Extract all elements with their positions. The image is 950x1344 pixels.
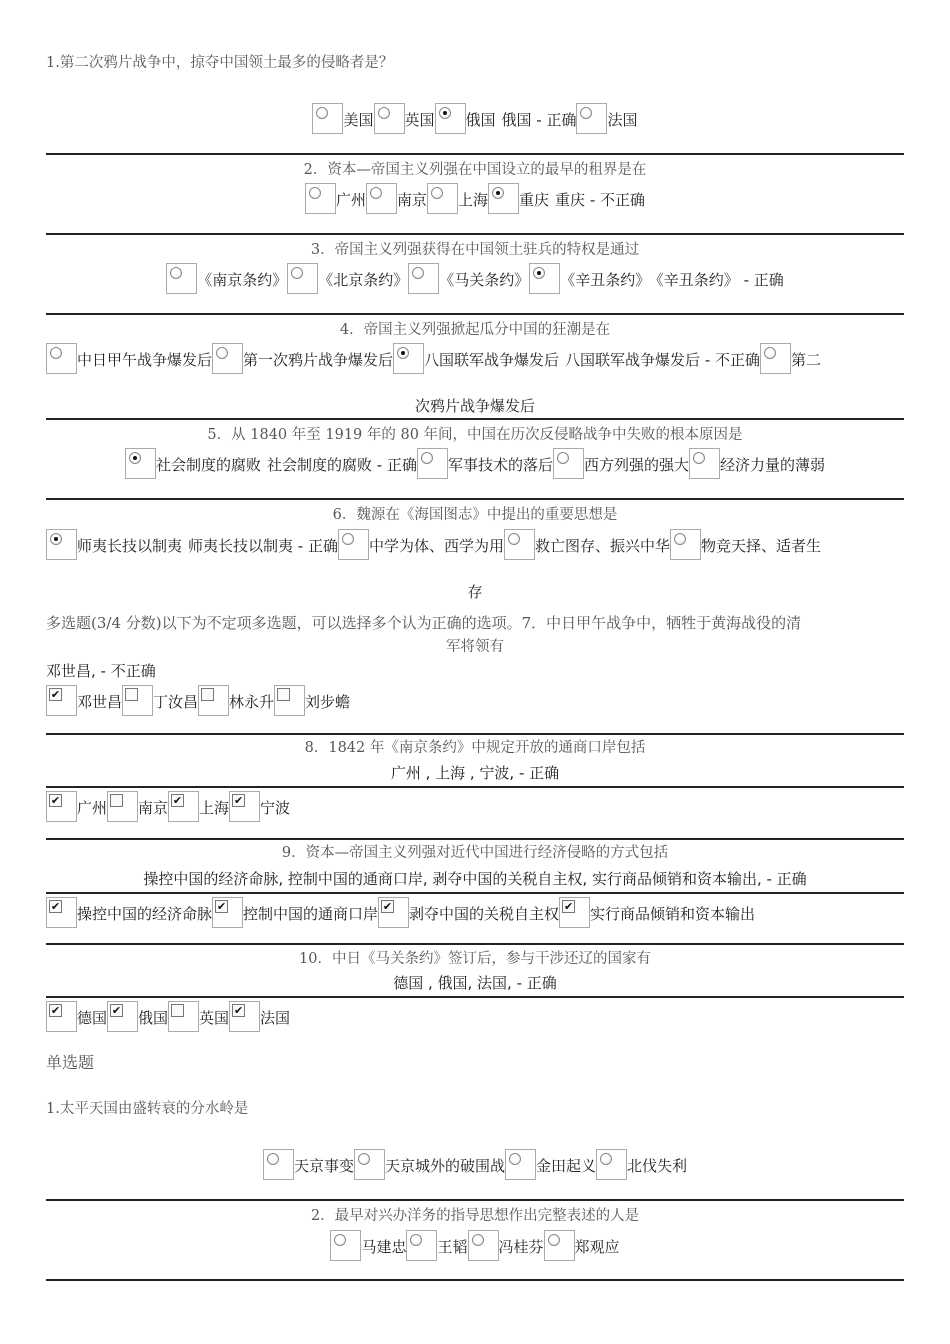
radio-icon [693,452,705,464]
divider [46,313,904,315]
p2-question-1-text: 1.太平天国由盛转衰的分水岭是 [46,1101,249,1117]
radio-option-selected[interactable] [125,448,156,479]
question-2-options: 广州 南京 上海 重庆 重庆 - 不正确 [46,182,904,218]
checkbox[interactable] [198,685,229,716]
radio-option[interactable] [544,1230,575,1261]
divider [46,838,904,840]
radio-icon [50,347,62,359]
radio-option[interactable] [689,448,720,479]
radio-option[interactable] [408,263,439,294]
radio-icon [412,267,424,279]
radio-icon [378,107,390,119]
radio-icon [334,1234,346,1246]
radio-option[interactable] [504,529,535,560]
checkbox[interactable] [122,685,153,716]
answer-feedback: 重庆 - 不正确 [555,191,645,209]
option-continued: 存 [467,583,483,601]
checkbox[interactable] [168,1001,199,1032]
p2-question-2-options: 马建忠 王韬 冯桂芬 郑观应 [46,1229,904,1265]
checkbox-checked[interactable] [46,685,77,716]
radio-option[interactable] [427,183,458,214]
checkbox-checked[interactable] [46,1001,77,1032]
divider [46,233,904,235]
checkbox-checked[interactable] [229,1001,260,1032]
answer-feedback: 《辛丑条约》 - 正确 [656,271,784,289]
radio-option[interactable] [366,183,397,214]
radio-icon [431,187,443,199]
radio-icon [267,1153,279,1165]
answer-feedback: 德国 , 俄国, 法国, - 正确 [393,974,557,992]
checkmark-icon: ✔ [111,1004,122,1017]
radio-icon [216,347,228,359]
checkbox-icon [171,1004,184,1017]
checkmark-icon: ✔ [216,900,227,913]
radio-icon [309,187,321,199]
radio-option[interactable] [263,1149,294,1180]
radio-option[interactable] [46,343,77,374]
question-8-text: 8．1842 年《南京条约》中规定开放的通商口岸包括 [304,740,646,756]
question-3-options: 《南京条约》 《北京条约》 《马关条约》 《辛丑条约》 《辛丑条约》 - 正确 [46,262,904,298]
question-8-options: ✔ 广州 南京 ✔ 上海 ✔ 宁波 [46,790,904,826]
checkmark-icon: ✔ [50,794,61,807]
section-heading: 单选题 [46,1053,95,1072]
checkbox-checked[interactable] [378,897,409,928]
radio-icon [600,1153,612,1165]
radio-icon [170,267,182,279]
checkbox-checked[interactable] [212,897,243,928]
checkbox-icon [125,688,138,701]
radio-icon [472,1234,484,1246]
divider [46,733,904,735]
checkmark-icon: ✔ [50,688,61,701]
answer-feedback: 操控中国的经济命脉, 控制中国的通商口岸, 剥夺中国的关税自主权, 实行商品倾销和资本输出, - 正确 [143,870,807,888]
radio-option[interactable] [354,1149,385,1180]
checkmark-icon: ✔ [50,1004,61,1017]
question-10-options: ✔ 德国 ✔ 俄国 英国 ✔ 法国 [46,1000,904,1036]
question-3-text: 3．帝国主义列强获得在中国领土驻兵的特权是通过 [310,242,640,258]
checkbox-icon [277,688,290,701]
radio-option[interactable] [553,448,584,479]
checkbox-icon [201,688,214,701]
radio-option[interactable] [670,529,701,560]
radio-icon [509,1153,521,1165]
divider [46,498,904,500]
radio-selected-icon [439,107,451,119]
radio-option-selected[interactable] [46,529,77,560]
radio-icon [342,533,354,545]
question-4-options: 中日甲午战争爆发后 第一次鸦片战争爆发后 八国联军战争爆发后 八国联军战争爆发后 - 不正确 第二 [46,342,904,378]
radio-icon [508,533,520,545]
question-4-text: 4．帝国主义列强掀起瓜分中国的狂潮是在 [339,322,611,338]
question-6-options: 师夷长技以制夷 师夷长技以制夷 - 正确 中学为体、西学为用 救亡图存、振兴中华 物竞天择、适者生 [46,528,904,564]
radio-icon [421,452,433,464]
radio-option[interactable] [505,1149,536,1180]
divider [46,943,904,945]
answer-feedback: 社会制度的腐败 - 正确 [267,456,417,474]
checkbox-checked[interactable] [229,791,260,822]
question-5-options: 社会制度的腐败 社会制度的腐败 - 正确 军事技术的落后 西方列强的强大 经济力量的薄弱 [46,447,904,483]
radio-option-selected[interactable] [393,343,424,374]
question-10-text: 10．中日《马关条约》签订后，参与干涉还辽的国家有 [299,951,651,967]
checkmark-icon: ✔ [382,900,393,913]
checkbox[interactable] [107,791,138,822]
radio-icon [548,1234,560,1246]
radio-selected-icon [50,533,62,545]
radio-option[interactable] [760,343,791,374]
checkmark-icon: ✔ [233,794,244,807]
radio-icon [557,452,569,464]
radio-selected-icon [533,267,545,279]
answer-feedback: 师夷长技以制夷 - 正确 [188,537,338,555]
radio-option[interactable] [417,448,448,479]
radio-selected-icon [129,452,141,464]
radio-option[interactable] [312,103,343,134]
divider [46,996,904,998]
radio-option-selected[interactable] [435,103,466,134]
radio-option[interactable] [468,1230,499,1261]
divider [46,1279,904,1281]
checkbox-checked[interactable] [559,897,590,928]
checkbox[interactable] [274,685,305,716]
checkmark-icon: ✔ [50,900,61,913]
radio-selected-icon [492,187,504,199]
radio-option[interactable] [374,103,405,134]
radio-option[interactable] [166,263,197,294]
divider [46,1199,904,1201]
checkbox-checked[interactable] [46,897,77,928]
p2-question-1-options: 天京事变 天京城外的破围战 金田起义 北伐失利 [46,1148,904,1184]
radio-option[interactable] [287,263,318,294]
checkbox-checked[interactable] [107,1001,138,1032]
question-5-text: 5．从 1840 年至 1919 年的 80 年间，中国在历次反侵略战争中失败的根本原因是 [207,427,743,443]
radio-icon [764,347,776,359]
multi-section-intro-cont: 军将领有 [446,639,504,655]
divider [46,786,904,788]
radio-icon [370,187,382,199]
radio-icon [674,533,686,545]
multi-section-intro: 多选题(3/4 分数)以下为不定项多选题，可以选择多个认为正确的选项。7．中日甲午战争中，牺牲于黄海战役的清 [46,614,802,632]
checkmark-icon: ✔ [563,900,574,913]
question-1-text: 1.第二次鸦片战争中，掠夺中国领土最多的侵略者是？ [46,55,394,71]
p2-question-2-text: 2．最早对兴办洋务的指导思想作出完整表述的人是 [310,1208,640,1224]
answer-feedback: 邓世昌, - 不正确 [46,662,156,680]
radio-option[interactable] [338,529,369,560]
option-continued: 次鸦片战争爆发后 [414,397,535,415]
question-7-options: ✔ 邓世昌 丁汝昌 林永升 刘步蟾 [46,684,904,720]
question-9-options: ✔ 操控中国的经济命脉 ✔ 控制中国的通商口岸 ✔ 剥夺中国的关税自主权 ✔ 实行商品倾销和资本输出 [46,896,904,932]
checkbox-checked[interactable] [168,791,199,822]
radio-option[interactable] [576,103,607,134]
divider [46,418,904,420]
radio-option-selected[interactable] [529,263,560,294]
radio-option[interactable] [596,1149,627,1180]
radio-option[interactable] [406,1230,437,1261]
radio-icon [358,1153,370,1165]
question-9-text: 9．资本—帝国主义列强对近代中国进行经济侵略的方式包括 [281,845,669,861]
question-6-text: 6．魏源在《海国图志》中提出的重要思想是 [332,507,618,523]
radio-icon [316,107,328,119]
radio-icon [410,1234,422,1246]
checkbox-icon [110,794,123,807]
radio-icon [580,107,592,119]
question-1-options: 美国 英国 俄国 俄国 - 正确 法国 [46,102,904,138]
question-2-text: 2．资本—帝国主义列强在中国设立的最早的租界是在 [303,162,647,178]
radio-icon [291,267,303,279]
checkbox-checked[interactable] [46,791,77,822]
radio-option[interactable] [305,183,336,214]
checkmark-icon: ✔ [233,1004,244,1017]
divider [46,153,904,155]
answer-feedback: 俄国 - 正确 [501,111,577,129]
radio-selected-icon [397,347,409,359]
radio-option[interactable] [212,343,243,374]
radio-option-selected[interactable] [488,183,519,214]
answer-feedback: 八国联军战争爆发后 - 不正确 [565,351,760,369]
radio-option[interactable] [330,1230,361,1261]
answer-feedback: 广州 , 上海 , 宁波, - 正确 [390,764,560,782]
divider [46,892,904,894]
checkmark-icon: ✔ [172,794,183,807]
